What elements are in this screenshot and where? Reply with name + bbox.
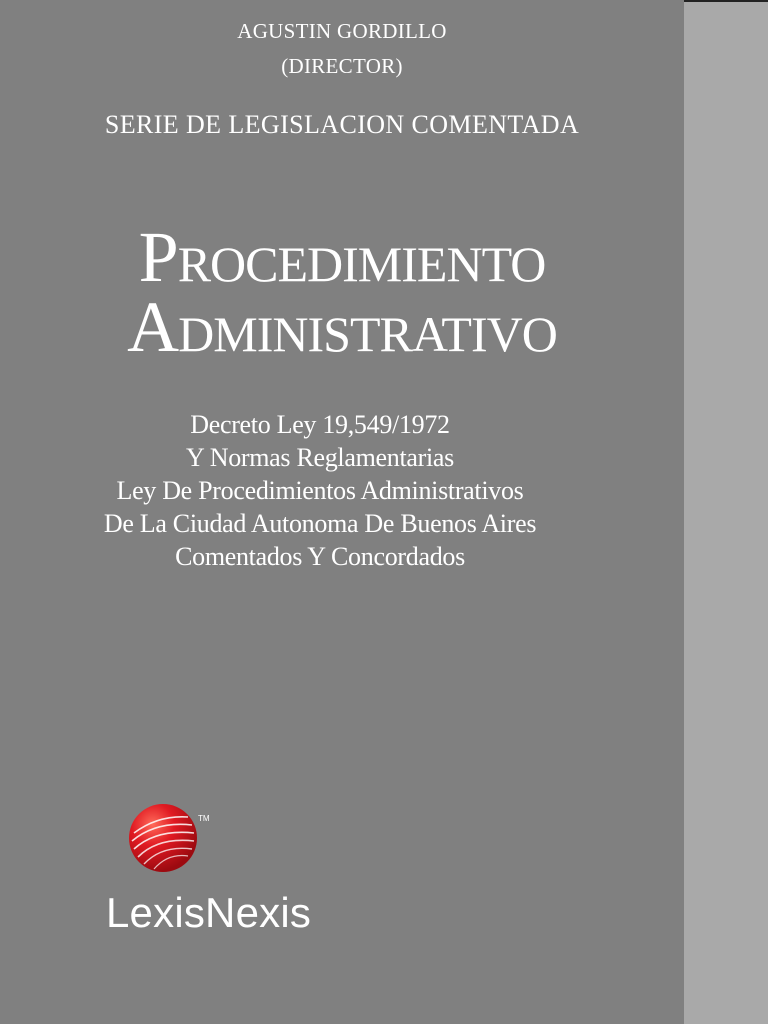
series-name: SERIE DE LEGISLACION COMENTADA xyxy=(104,110,580,139)
author-name: AGUSTIN GORDILLO xyxy=(237,19,447,43)
book-spine xyxy=(684,0,768,1024)
subtitle-line: Y Normas Reglamentarias xyxy=(186,443,454,472)
subtitle-line: Ley De Procedimientos Administrativos xyxy=(116,476,524,505)
trademark-mark: TM xyxy=(198,814,210,823)
book-title-line-2: Administrativo xyxy=(127,287,557,367)
subtitle-line: De La Ciudad Autonoma De Buenos Aires xyxy=(103,509,537,538)
author-role: (DIRECTOR) xyxy=(281,54,403,78)
lexisnexis-globe-icon xyxy=(128,803,198,873)
book-title-line-1: Procedimiento xyxy=(138,217,546,297)
subtitle-line: Comentados Y Concordados xyxy=(175,542,465,571)
subtitle-line: Decreto Ley 19,549/1972 xyxy=(190,410,450,439)
publisher-logo-text: LexisNexis xyxy=(106,889,312,936)
